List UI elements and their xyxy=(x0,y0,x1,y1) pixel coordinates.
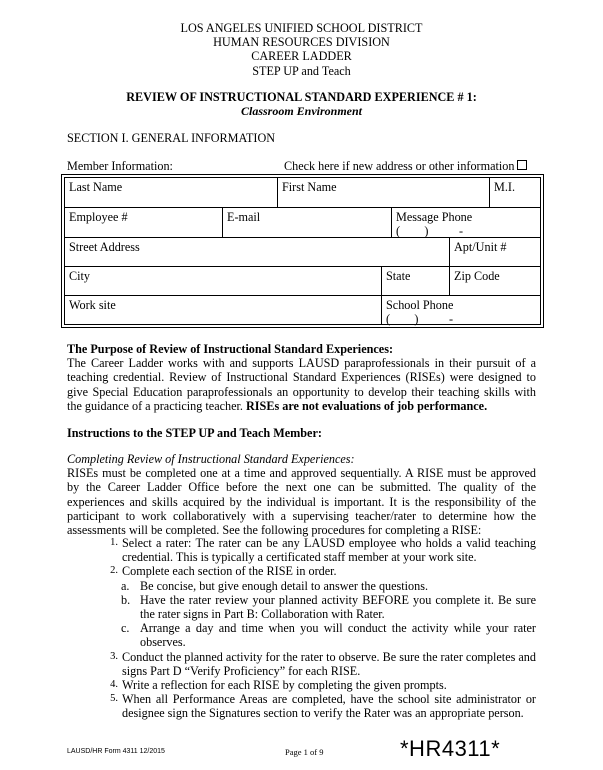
step-text: Write a reflection for each RISE by completing the given prompts. xyxy=(122,678,447,693)
title-main: REVIEW OF INSTRUCTIONAL STANDARD EXPERIENCE # 1: xyxy=(126,90,477,104)
instructions-heading-text: Instructions to the STEP UP and Teach Member: xyxy=(67,426,322,440)
mi-field[interactable] xyxy=(489,178,540,207)
email-field[interactable] xyxy=(222,208,391,237)
member-info-label: Member Information: xyxy=(67,159,173,173)
school-phone-mask: ( ) - xyxy=(386,312,454,326)
zip-label: Zip Code xyxy=(454,269,500,283)
list-item xyxy=(121,621,536,650)
last-name-label: Last Name xyxy=(69,180,123,194)
section-heading: SECTION I. GENERAL INFORMATION xyxy=(67,131,276,145)
purpose-heading: The Purpose of Review of Instructional Standard Experiences: xyxy=(67,342,394,356)
instructions-paragraph: RISEs must be completed one at a time and approved sequentially. A RISE must be approved by the Career Ladder Office before the next one can be submitted. The quality of the experiences and skills acquired by the individual is important. It is the responsibility of the participant to work collaboratively with a supervising teacher/rater to determine how the assessments will be completed. See the following procedures for completing a RISE: xyxy=(67,466,536,538)
title-subtitle: Classroom Environment xyxy=(240,104,363,118)
instructions-subheading: Completing Review of Instructional Standard Experiences: xyxy=(67,452,355,466)
new-address-checkbox[interactable] xyxy=(517,160,527,170)
form-row-address xyxy=(65,238,540,267)
city-label: City xyxy=(69,269,90,283)
step-text: Conduct the planned activity for the rater to observe. Be sure the rater completes and signs Part D “Verify Proficiency” for each RISE. xyxy=(122,649,536,678)
school-phone-field[interactable] xyxy=(381,296,540,324)
purpose-bold-note: RISEs are not evaluations of job performance. xyxy=(246,398,488,413)
step-number: 2. xyxy=(110,565,118,577)
step-number: 5. xyxy=(110,693,118,705)
apt-unit-label: Apt/Unit # xyxy=(454,240,507,254)
substep-text: Be concise, but give enough detail to answer the questions. xyxy=(140,578,429,593)
substep-letter: a. xyxy=(121,578,130,593)
list-item xyxy=(110,564,536,579)
step-number: 3. xyxy=(110,650,118,662)
division-name: HUMAN RESOURCES DIVISION xyxy=(213,35,390,50)
district-name: LOS ANGELES UNIFIED SCHOOL DISTRICT xyxy=(180,21,423,35)
substep-letter: c. xyxy=(121,621,130,636)
list-item xyxy=(110,536,536,565)
purpose-body xyxy=(67,356,536,413)
state-label: State xyxy=(386,269,411,283)
message-phone-label: Message Phone xyxy=(396,210,473,224)
form-row-contact xyxy=(65,208,540,238)
form-row-city xyxy=(65,267,540,296)
document-header xyxy=(0,21,603,78)
list-item xyxy=(110,678,536,693)
school-phone-label: School Phone xyxy=(386,298,454,312)
state-field[interactable] xyxy=(381,267,449,295)
work-site-label: Work site xyxy=(69,298,116,312)
page-number: Page 1 of 9 xyxy=(285,747,324,757)
form-row-work xyxy=(65,296,540,324)
form-id: LAUSD/HR Form 4311 12/2015 xyxy=(67,748,165,755)
employee-number-field[interactable] xyxy=(65,208,222,237)
purpose-body-text: The Career Ladder works with and supports LAUSD paraprofessionals in their pursuit of a teaching credential. Review of Instructional Standard Experiences (RISEs) were designed to give Special Education paraprofessionals an opportunity to develop their teaching skills with the guidance of a practicing teacher. xyxy=(67,356,536,413)
list-item xyxy=(110,692,536,721)
document-title xyxy=(0,90,603,118)
apt-unit-field[interactable] xyxy=(449,238,540,266)
work-site-field[interactable] xyxy=(65,296,381,324)
substep-text: Have the rater review your planned activity BEFORE you complete it. Be sure the rater signs in Part B: Collaboration with Rater. xyxy=(140,592,536,622)
step-text: Select a rater: The rater can be any LAUSD employee who holds a valid teaching credential. This is typically a certificated staff member at your work site. xyxy=(122,536,536,565)
steps-list xyxy=(110,536,536,721)
city-field[interactable] xyxy=(65,267,381,295)
instructions-body xyxy=(67,452,536,537)
list-item xyxy=(121,578,536,593)
form-row-name xyxy=(65,178,540,208)
zip-field[interactable] xyxy=(449,267,540,295)
step-text: Complete each section of the RISE in order. xyxy=(122,564,337,579)
member-info-form xyxy=(61,174,544,328)
first-name-field[interactable] xyxy=(277,178,489,207)
substeps-list xyxy=(122,579,536,650)
step-number: 4. xyxy=(110,679,118,691)
check-here-text: Check here if new address or other information xyxy=(284,159,515,173)
mi-label: M.I. xyxy=(494,180,515,194)
list-item xyxy=(121,592,536,622)
program-subname: STEP UP and Teach xyxy=(252,63,351,78)
program-name: CAREER LADDER xyxy=(251,49,352,64)
check-here-label xyxy=(284,159,527,174)
email-label: E-mail xyxy=(227,210,261,224)
purpose-section xyxy=(67,342,536,413)
message-phone-field[interactable] xyxy=(391,208,540,237)
barcode-label: *HR4311* xyxy=(400,736,501,761)
employee-number-label: Employee # xyxy=(69,210,128,224)
step-number: 1. xyxy=(110,537,118,548)
first-name-label: First Name xyxy=(282,180,337,194)
substep-letter: b. xyxy=(121,592,131,607)
last-name-field[interactable] xyxy=(65,178,277,207)
step-text: When all Performance Areas are completed, have the school site administrator or designee sign the Signatures section to verify the Rater was an appropriate person. xyxy=(122,692,536,721)
list-item xyxy=(110,649,536,678)
street-address-field[interactable] xyxy=(65,238,449,266)
message-phone-mask: ( ) - xyxy=(396,224,464,238)
street-address-label: Street Address xyxy=(69,240,140,254)
substep-text: Arrange a day and time when you will conduct the activity while your rater observes. xyxy=(140,621,536,650)
instructions-heading xyxy=(67,426,536,440)
